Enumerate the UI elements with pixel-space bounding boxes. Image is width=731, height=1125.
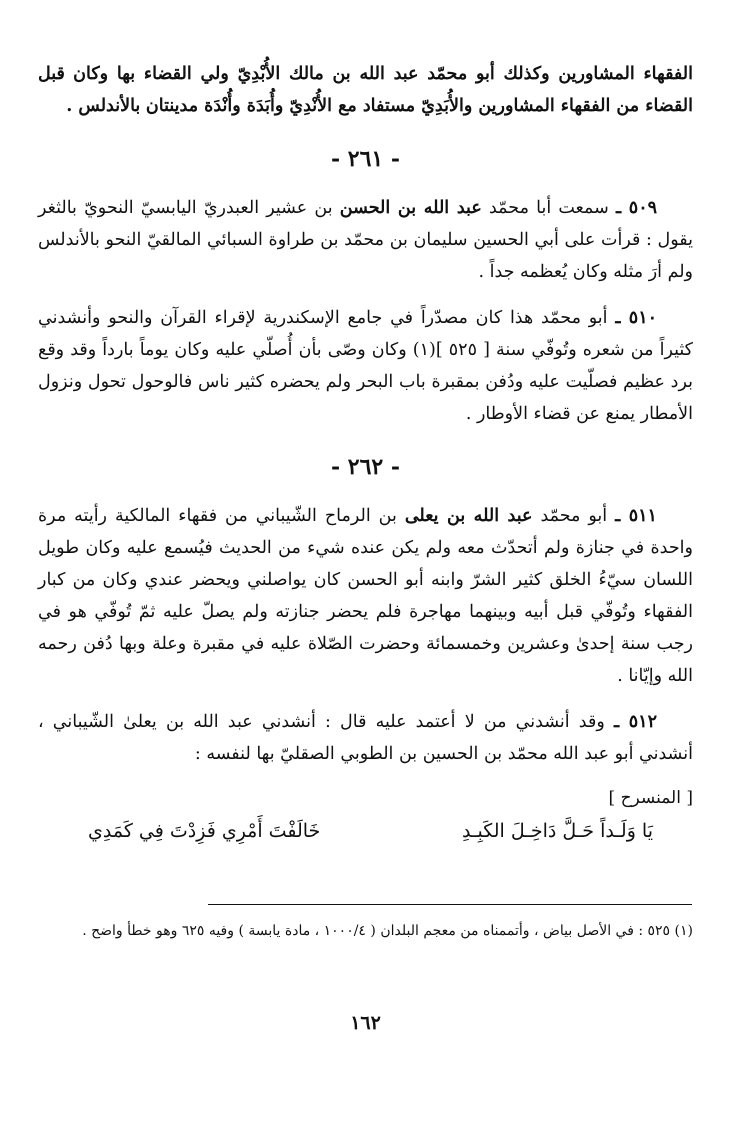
paragraph-gap <box>38 770 693 784</box>
page-number: ١٦٢ <box>350 1012 381 1034</box>
page-body <box>38 58 693 854</box>
continuation-line-1: الفقهاء المشاورين وكذلك أبو محمّد عبد الله بن مالك الأُبْدِيّ ولي القضاء بها وكان <box>73 64 693 84</box>
paragraph-gap <box>38 692 693 706</box>
footnote-separator <box>208 904 692 905</box>
continuation-paragraph <box>38 58 693 122</box>
section-heading-262: - ٢٦٢ - <box>330 454 401 480</box>
entry-512-number: ٥١٢ ـ <box>613 712 657 732</box>
entry-511-name: عبد الله بن يعلى <box>404 506 533 526</box>
entry-510-number: ٥١٠ ـ <box>615 308 657 328</box>
entry-509 <box>38 192 693 288</box>
section-heading-261: - ٢٦١ - <box>330 146 401 172</box>
entry-511-text-a: أبو محمّد <box>540 506 608 526</box>
poem-meter-label: [ المنسرح ] <box>608 788 693 808</box>
entry-512 <box>38 706 693 770</box>
continuation-line-3: بالأندلس . <box>66 96 141 116</box>
paragraph-gap <box>38 288 693 302</box>
entry-511 <box>38 500 693 692</box>
poem-hemistich-1: يَا وَلَـداً حَـلَّ دَاخِـلَ الكَبِـدِ <box>462 820 653 842</box>
entry-509-text-b: بن عشير العبدريّ اليابسيّ النحويّ بالثغر يقول : قرأت على أبي الحسين سليمان بن محمّد بن طراوة السبائي المالقيّ النحو بالأندلس ولم أرَ مثله وكان يُعظمه جداً . <box>38 198 693 282</box>
poem-verse <box>38 814 693 854</box>
entry-511-text-b: بن الرماح الشّيباني من فقهاء المالكية رأيته مرة واحدة في جنازة ولم أتحدّث معه ولم يكن عنده شيء من الحديث فيُسمع عليه وكان طويل اللسان سيّءُ الخلق كثير الشرّ وابنه أبو الحسن كان يواصلني ويحضر عندي وكان من كبار الفقهاء وتُوفّي قبل أبيه وبينهما مهاجرة فلم يحضر جنازته ولم يصلّ عليه ثمّ تُوفّي هو في رجب سنة إحدىٰ وعشرين وخمسمائة وحضرت الصّلاة عليه في مقبرة وعلة وبها دُفن رحمه الله وإيّانا . <box>38 506 693 686</box>
entry-510-text: أبو محمّد هذا كان مصدّراً في جامع الإسكندرية لإقراء القرآن والنحو وأنشدني كثيراً من شعره وتُوفّي سنة [ ٥٢٥ ](١) وكان وصّى بأن أُصلّي عليه وكان يوماً بارداً وقد وقع برد عظيم فصلّيت عليه ودُفن بمقبرة باب البحر ولم يحضره كثير ناس فالوحول تحول ونزول الأمطار يمنع عن قضاء الأوطار . <box>38 308 693 424</box>
poem-meter <box>38 784 693 810</box>
entry-509-text-a: سمعت أبا محمّد <box>488 198 609 218</box>
continuation-line-2: قبل القضاء من الفقهاء المشاورين والأُبَدِيّ مستفاد مع الأُنْدِيّ وأُبَدَة وأُنْدَة مدينتان <box>38 64 693 116</box>
entry-511-number: ٥١١ ـ <box>615 506 657 526</box>
footnote <box>38 918 693 944</box>
entry-509-number: ٥٠٩ ـ <box>615 198 657 218</box>
entry-512-text: وقد أنشدني من لا أعتمد عليه قال : أنشدني عبد الله بن يعلىٰ الشّيباني ، أنشدني أبو عبد الله محمّد بن الحسين بن الطوبي الصقليّ بها لنفسه : <box>38 712 693 764</box>
entry-509-name: عبد الله بن الحسن <box>339 198 482 218</box>
footnote-text: (١) ٥٢٥ : في الأصل بياض ، وأتممناه من معجم البلدان ( ١٠٠٠/٤ ، مادة يابسة ) وفيه ٦٢٥ وهو خطأ واضح . <box>82 923 693 939</box>
poem-hemistich-2: خَالَفْتَ أَمْرِي فَزِدْتَ فِي كَمَدِي <box>88 820 321 842</box>
entry-510 <box>38 302 693 430</box>
